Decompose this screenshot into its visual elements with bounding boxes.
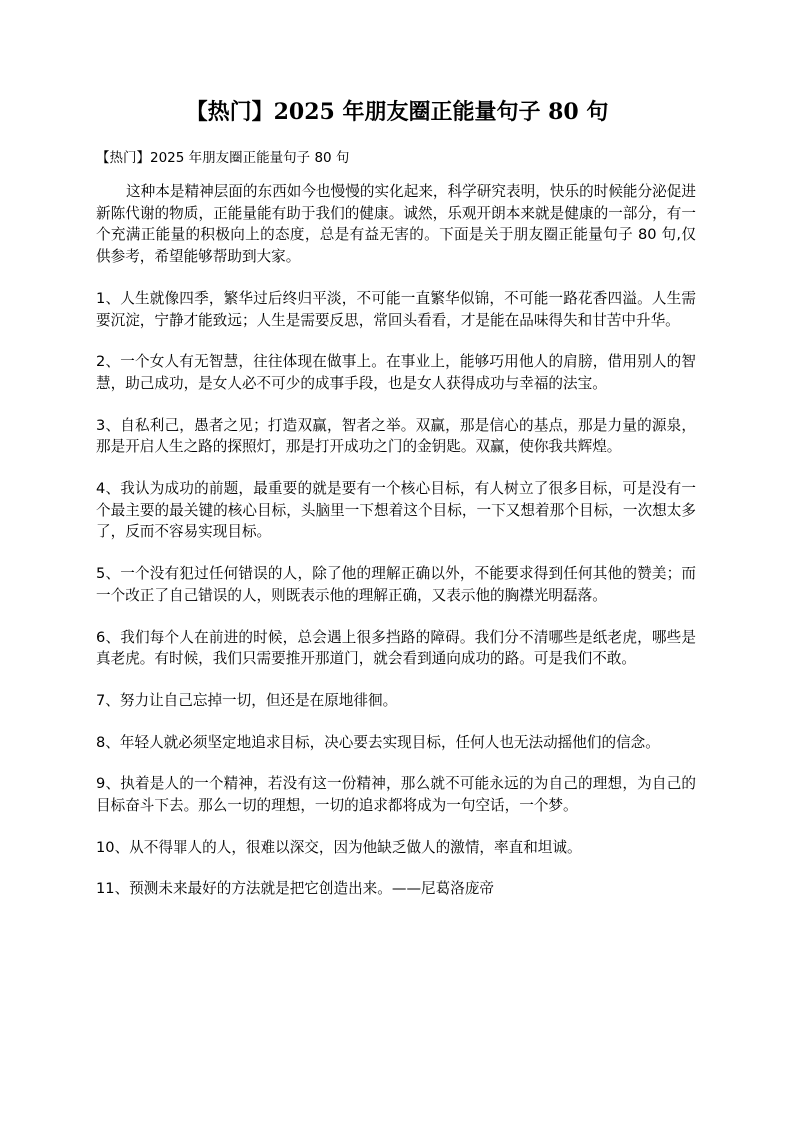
quote-item-8: 8、年轻人就必须坚定地追求目标，决心要去实现目标，任何人也无法动摇他们的信念。 [96, 733, 660, 751]
quote-item-6: 6、我们每个人在前进的时候，总会遇上很多挡路的障碍。我们分不清哪些是纸老虎，哪些是真老虎。有时候，我们只需要推开那道门，就会看到通向成功的路。可是我们不敢。 [96, 628, 696, 668]
quote-item-10: 10、从不得罪人的人，很难以深交，因为他缺乏做人的激情，率直和坦诚。 [96, 838, 582, 856]
document-title: 【热门】2025 年朋友圈正能量句子 80 句 [185, 99, 609, 125]
quote-item-9: 9、执着是人的一个精神，若没有这一份精神，那么就不可能永远的为自己的理想，为自己的目标奋斗下去。那么一切的理想，一切的追求都将成为一句空话，一个梦。 [96, 775, 696, 815]
document-subtitle: 【热门】2025 年朋友圈正能量句子 80 句 [96, 150, 350, 166]
quote-item-1: 1、人生就像四季，繁华过后终归平淡，不可能一直繁华似锦，不可能一路花香四溢。人生需要沉淀，宁静才能致远；人生是需要反思，常回头看看，才是能在品味得失和甘苦中升华。 [96, 289, 696, 329]
quote-item-11: 11、预测未来最好的方法就是把它创造出来。——尼葛洛庞帝 [96, 880, 495, 898]
quote-item-7: 7、努力让自己忘掉一切，但还是在原地徘徊。 [96, 691, 398, 709]
quote-item-5: 5、一个没有犯过任何错误的人，除了他的理解正确以外，不能要求得到任何其他的赞美；而一个改正了自己错误的人，则既表示他的理解正确，又表示他的胸襟光明磊落。 [96, 565, 696, 604]
quote-item-3: 3、自私利己，愚者之见；打造双赢，智者之举。双赢，那是信心的基点，那是力量的源泉，那是开启人生之路的探照灯，那是打开成功之门的金钥匙。双赢，使你我共辉煌。 [96, 416, 696, 456]
document-body [96, 181, 696, 920]
quote-item-4: 4、我认为成功的前题，最重要的就是要有一个核心目标，有人树立了很多目标，可是没有一个最主要的最关键的核心目标，头脑里一下想着这个目标，一下又想着那个目标，一次想太多了，反而不容易实现目标。 [96, 480, 696, 541]
intro-paragraph: 这种本是精神层面的东西如今也慢慢的实化起来，科学研究表明，快乐的时候能分泌促进新陈代谢的物质，正能量能有助于我们的健康。诚然，乐观开朗本来就是健康的一部分，有一个充满正能量的积极向上的态度，总是有益无害的。下面是关于朋友圈正能量句子 80 句,仅供参考，希望能够帮助到大家。 [96, 183, 696, 266]
quote-item-2: 2、一个女人有无智慧，往往体现在做事上。在事业上，能够巧用他人的肩膀，借用别人的智慧，助己成功，是女人必不可少的成事手段，也是女人获得成功与幸福的法宝。 [96, 353, 696, 392]
